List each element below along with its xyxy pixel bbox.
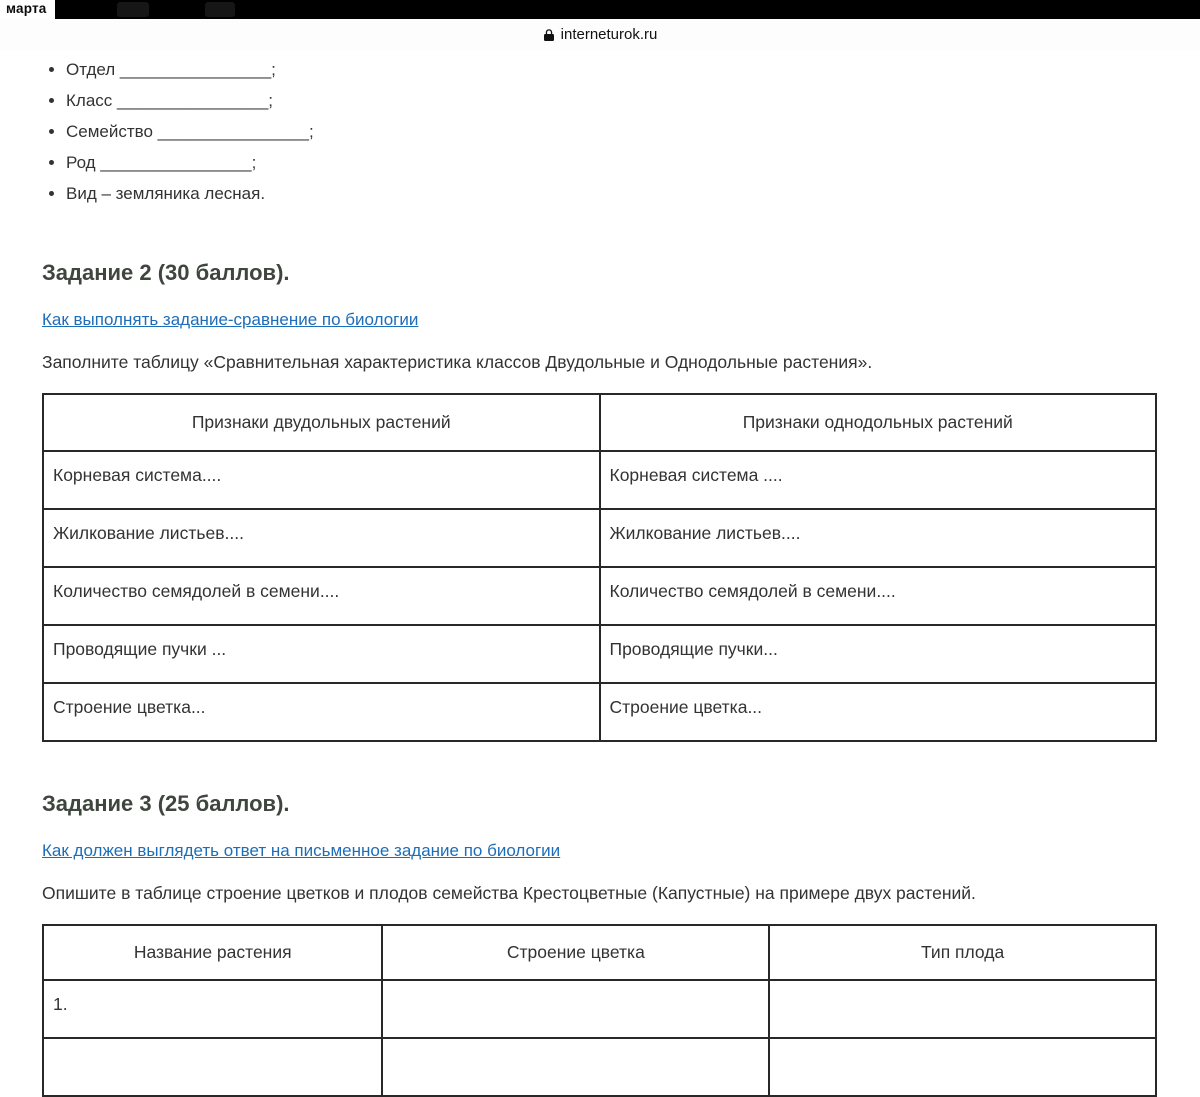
header-cell: Строение цветка (382, 925, 769, 980)
header-cell: Тип плода (769, 925, 1156, 980)
list-item-klass: • Класс ________________; (66, 85, 1157, 116)
task3-help-link[interactable]: Как должен выглядеть ответ на письменное задание по биологии (42, 841, 561, 860)
list-item-rod: • Род ________________; (66, 147, 1157, 178)
table-row (43, 567, 1156, 625)
list-item-vid: • Вид – земляника лесная. (66, 178, 1157, 209)
task2-heading: Задание 2 (30 баллов). (42, 260, 290, 285)
table-row (43, 451, 1156, 509)
table-cell: Корневая система .... (600, 451, 1157, 509)
table-row (43, 625, 1156, 683)
header-cell: Признаки двудольных растений (43, 394, 600, 451)
table-cell (43, 1038, 382, 1096)
table-cell: Строение цветка... (43, 683, 600, 741)
list-item-semeystvo: • Семейство ________________; (66, 116, 1157, 147)
address-bar[interactable] (543, 26, 658, 43)
table-header-row (43, 394, 1156, 451)
url-text: interneturok.ru (560, 26, 658, 43)
header-cell: Признаки однодольных растений (600, 394, 1157, 451)
lock-icon (543, 28, 555, 42)
task2-table (42, 393, 1157, 742)
table-cell: Строение цветка... (600, 683, 1157, 741)
macos-menubar (0, 0, 1200, 19)
table-row (43, 980, 1156, 1038)
task2-instruction: Заполните таблицу «Сравнительная характеристика классов Двудольные и Однодольные растения». (42, 352, 873, 372)
table-cell (382, 980, 769, 1038)
table-cell (769, 1038, 1156, 1096)
task3-heading: Задание 3 (25 баллов). (42, 791, 290, 816)
menubar-item (117, 2, 149, 17)
table-row (43, 683, 1156, 741)
table-cell: Жилкование листьев.... (600, 509, 1157, 567)
page-content (0, 54, 1200, 1097)
task2-help-link[interactable]: Как выполнять задание-сравнение по биологии (42, 310, 419, 329)
table-cell: Количество семядолей в семени.... (43, 567, 600, 625)
list-item-otdel: • Отдел ________________; (66, 54, 1157, 85)
task3-table (42, 924, 1157, 1097)
taxonomy-list (42, 54, 1157, 209)
task3-instruction: Опишите в таблице строение цветков и плодов семейства Крестоцветные (Капустные) на примере двух растений. (42, 883, 976, 903)
table-cell: 1. (43, 980, 382, 1038)
table-cell: Проводящие пучки ... (43, 625, 600, 683)
table-cell: Корневая система.... (43, 451, 600, 509)
table-row (43, 1038, 1156, 1096)
table-cell: Жилкование листьев.... (43, 509, 600, 567)
menubar-dark-region (55, 0, 1200, 19)
table-cell: Проводящие пучки... (600, 625, 1157, 683)
table-cell (769, 980, 1156, 1038)
menubar-date: марта (6, 1, 47, 16)
table-cell (382, 1038, 769, 1096)
browser-toolbar (0, 19, 1200, 50)
menubar-item (205, 2, 235, 17)
table-header-row (43, 925, 1156, 980)
table-row (43, 509, 1156, 567)
header-cell: Название растения (43, 925, 382, 980)
table-cell: Количество семядолей в семени.... (600, 567, 1157, 625)
